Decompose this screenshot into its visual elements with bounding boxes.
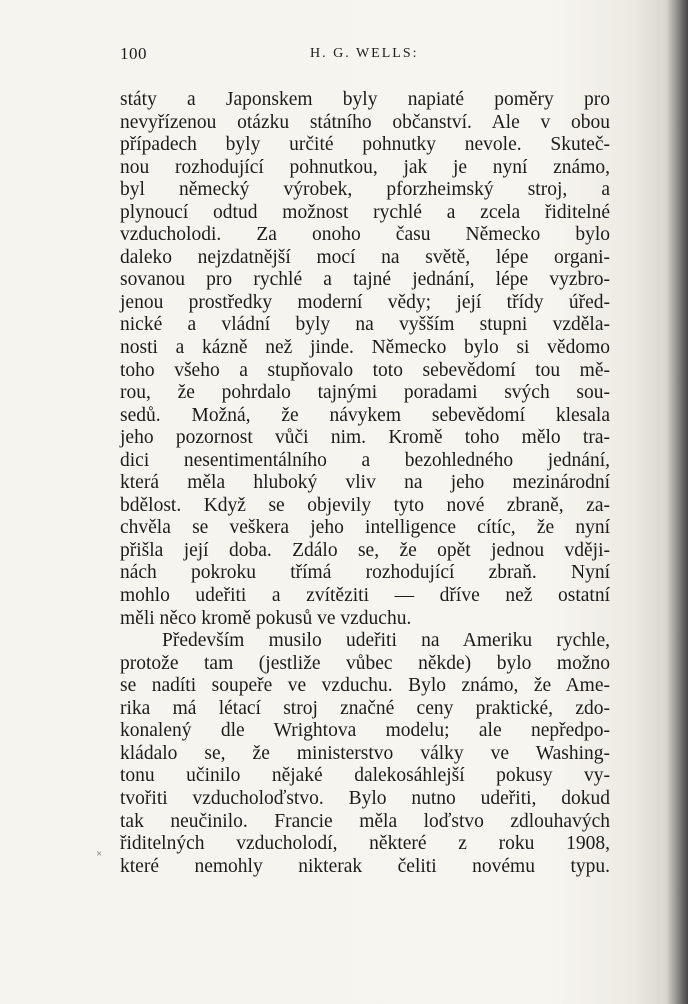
text-line: rika má létací stroj značné ceny praktické, zdo- — [120, 697, 610, 719]
page-number: 100 — [120, 44, 147, 63]
text-line: bdělost. Když se objevily tyto nové zbraně, za- — [120, 494, 610, 516]
text-line: které nemohly nikterak čeliti novému typu. — [120, 855, 610, 877]
body-text — [120, 89, 610, 878]
text-line: přišla její doba. Zdálo se, že opět jednou vději- — [120, 539, 610, 561]
text-line: tonu učinilo nějaké dalekosáhlejší pokusy vy- — [120, 765, 610, 787]
text-line: byl německý výrobek, pforzheimský stroj, a — [120, 179, 610, 201]
text-line: konalený dle Wrightova modelu; ale nepředpo- — [120, 720, 610, 742]
text-line: chvěla se veškera jeho intelligence cítíc, že nyní — [120, 517, 610, 539]
text-line: se nadíti soupeře ve vzduchu. Bylo známo, že Ame- — [120, 675, 610, 697]
text-line: nou rozhodující pohnutkou, jak je nyní známo, — [120, 156, 610, 178]
page-edge-shadow — [666, 0, 688, 1004]
running-head: H. G. WELLS: — [310, 46, 419, 61]
text-line: sedů. Možná, že návykem sebevědomí klesala — [120, 404, 610, 426]
margin-mark: × — [96, 848, 103, 860]
text-line: daleko nejzdatnější mocí na světě, lépe organi- — [120, 246, 610, 268]
text-line: plynoucí odtud možnost rychlé a zcela řiditelné — [120, 201, 610, 223]
text-line: kládalo se, že ministerstvo války ve Washing- — [120, 742, 610, 764]
paragraph-last-line: měli něco kromě pokusů ve vzduchu. — [120, 607, 412, 629]
text-line: jeho pozornost vůči nim. Kromě toho mělo tra- — [120, 427, 610, 449]
text-line: nosti a kázně než jinde. Německo bylo si vědomo — [120, 337, 610, 359]
text-line: rou, že pohrdalo tajnými poradami svých sou- — [120, 382, 610, 404]
text-line: dici nesentimentálního a bezohledného jednání, — [120, 449, 610, 471]
text-line: jenou prostředky moderní vědy; její třídy úřed- — [120, 291, 610, 313]
text-line: vzducholodi. Za onoho času Německo bylo — [120, 224, 610, 246]
text-line: mohlo udeřiti a zvítěziti — dříve než ostatní — [120, 585, 610, 607]
text-line: nevyřízenou otázku státního občanství. Ale v obou — [120, 111, 610, 133]
page-header — [120, 44, 608, 66]
text-line: toho všeho a stupňovalo toto sebevědomí tou mě- — [120, 359, 610, 381]
text-line: nické a vládní byly na vyšším stupni vzděla- — [120, 314, 610, 336]
text-line: řiditelných vzducholodí, některé z roku 1908, — [120, 833, 610, 855]
text-line: tak neučinilo. Francie měla loďstvo zdlouhavých — [120, 810, 610, 832]
text-line: protože tam (jestliže vůbec někde) bylo možno — [120, 652, 610, 674]
text-line: tvořiti vzducholoďstvo. Bylo nutno udeřiti, dokud — [120, 787, 610, 809]
text-line: která měla hluboký vliv na jeho mezinárodní — [120, 472, 610, 494]
text-line: nách pokroku třímá rozhodující zbraň. Nyní — [120, 562, 610, 584]
paragraph-first-line: Především musilo udeřiti na Ameriku rychle, — [162, 630, 610, 652]
text-line: státy a Japonskem byly napiaté poměry pro — [120, 89, 610, 110]
text-line: sovanou pro rychlé a tajné jednání, lépe vyzbro- — [120, 269, 610, 291]
text-line: případech byly určité pohnutky nevole. Skuteč- — [120, 134, 610, 156]
